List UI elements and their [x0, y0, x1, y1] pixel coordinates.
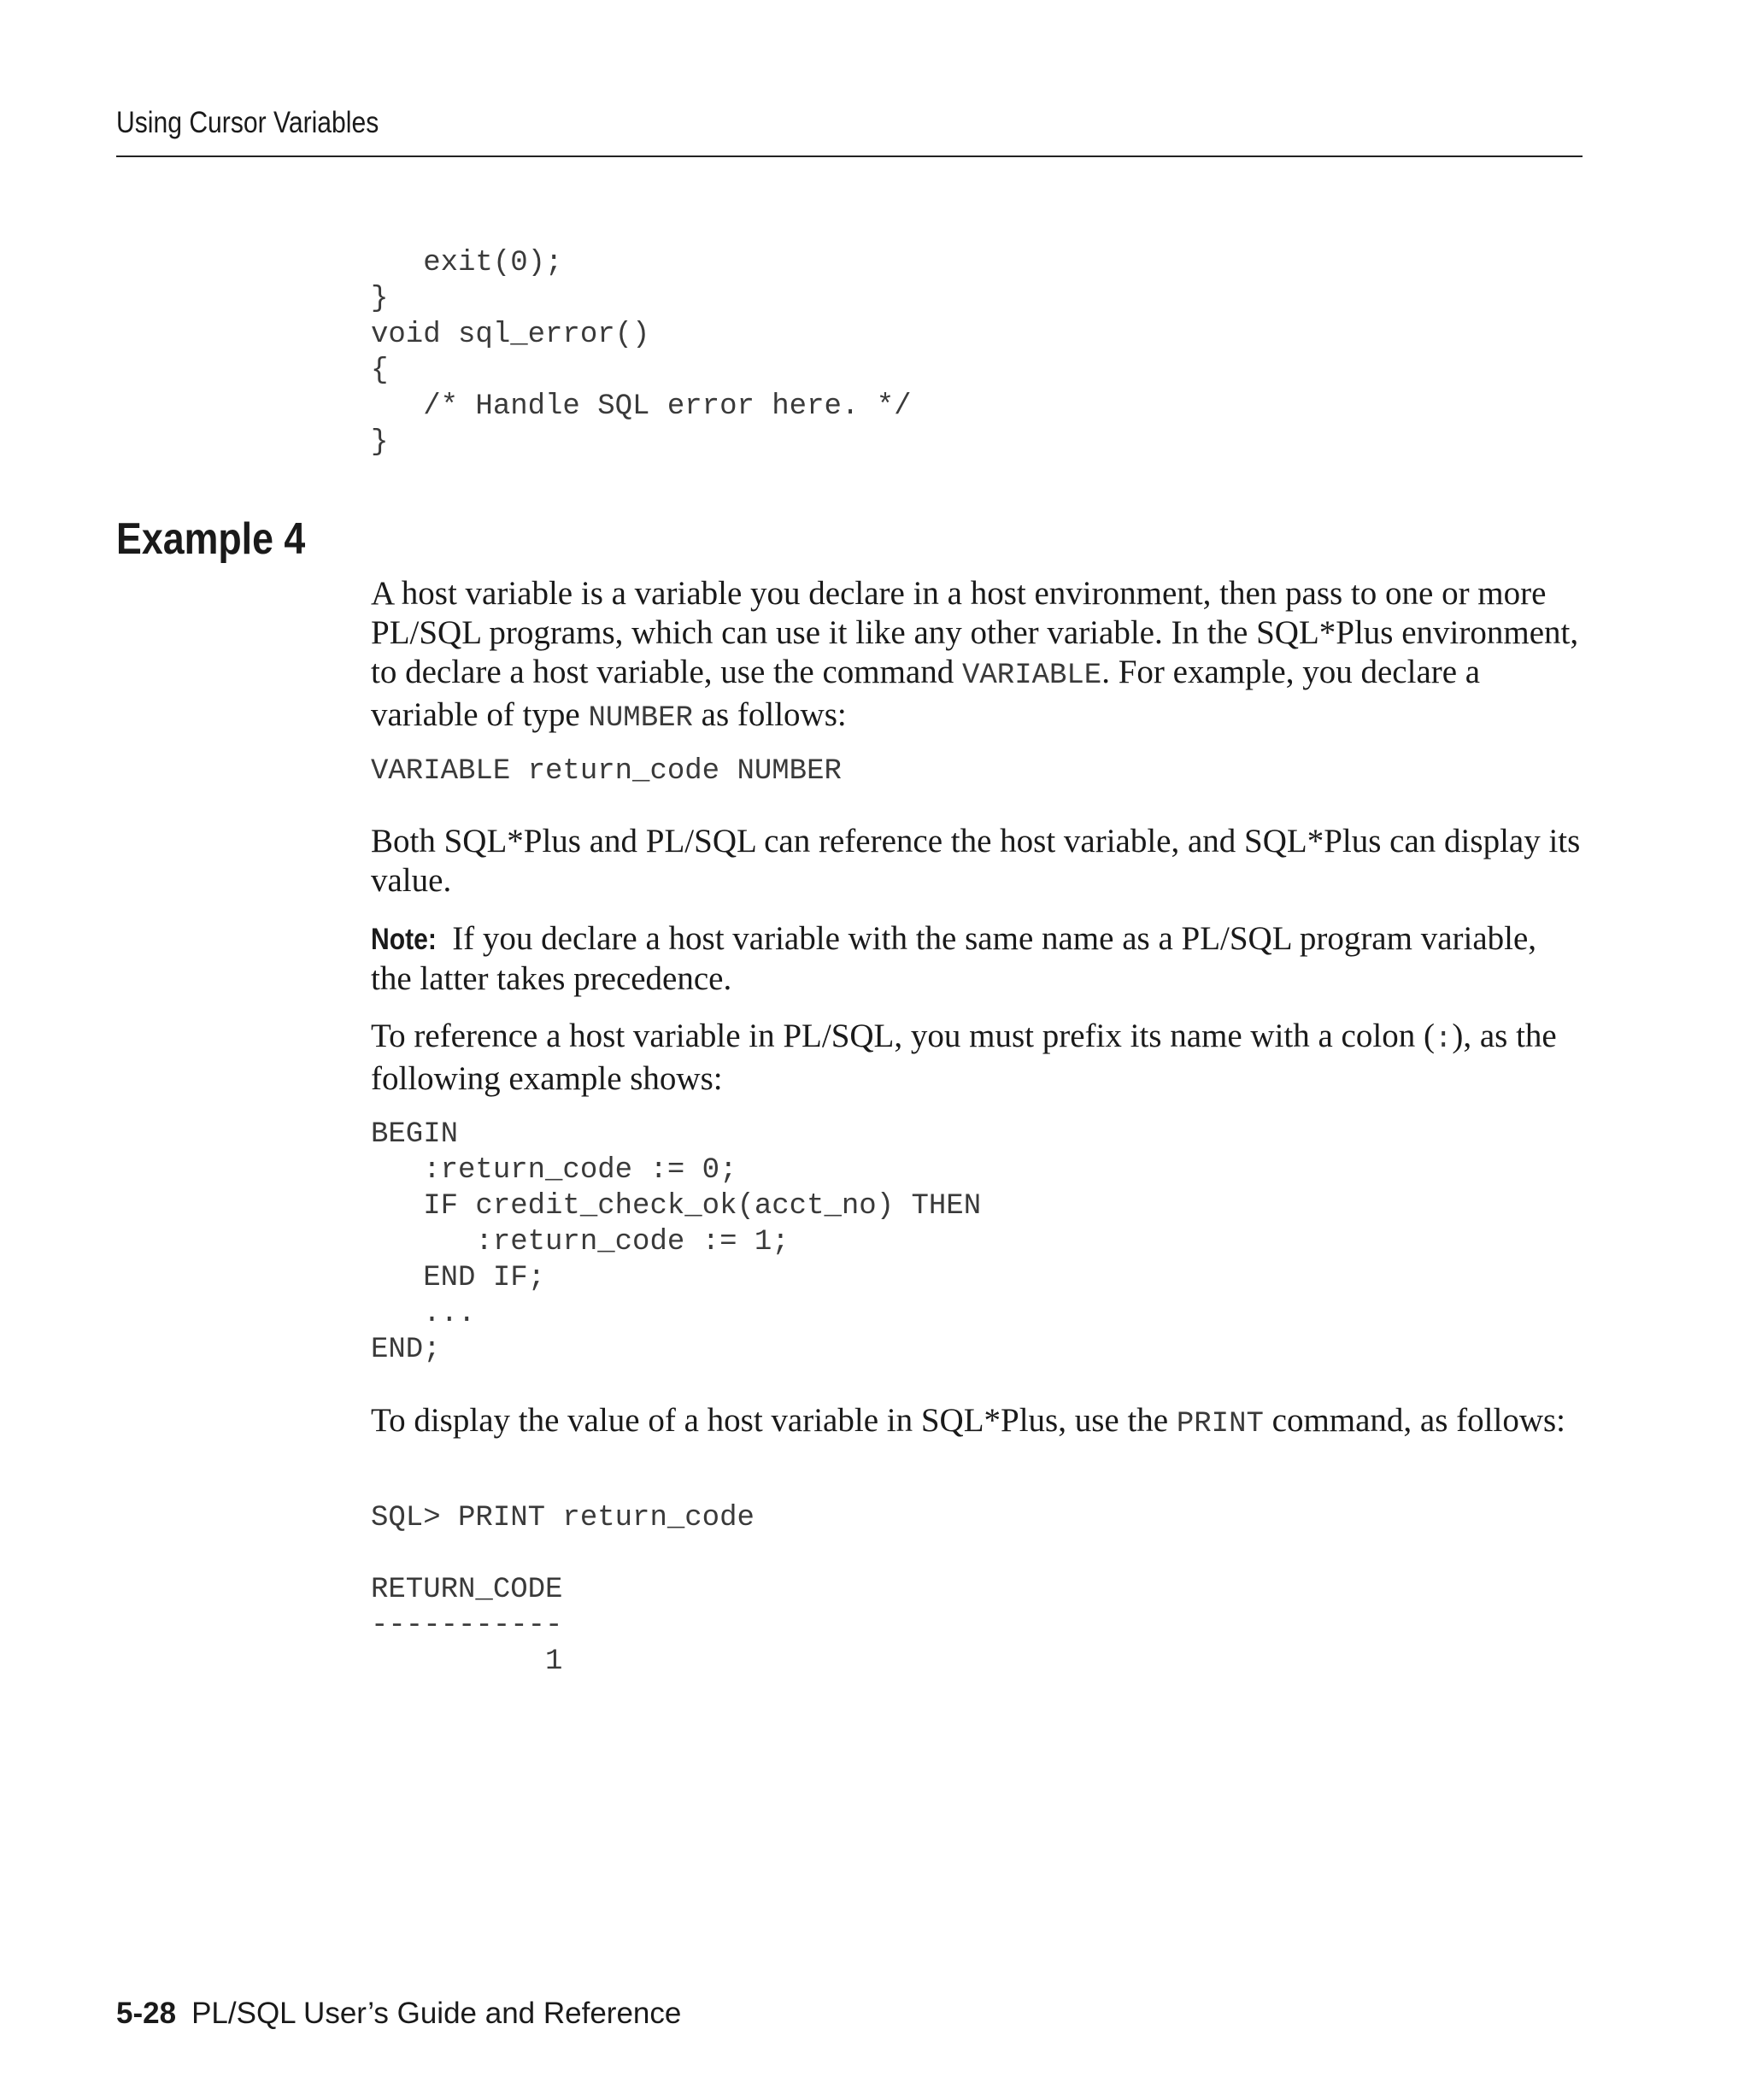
running-header: Using Cursor Variables [116, 106, 379, 139]
paragraph-print [371, 1401, 1584, 1444]
paragraph-text: command, as follows: [1263, 1402, 1566, 1439]
code-block-top: exit(0); } void sql_error() { /* Handle SQL error here. */ } [371, 247, 912, 459]
page-number: 5-28 [116, 1997, 177, 2030]
inline-code-colon: : [1434, 1024, 1453, 1056]
paragraph-text: To reference a host variable in PL/SQL, you must prefix its name with a colon ( [371, 1018, 1435, 1054]
footer [116, 1997, 681, 2031]
inline-code-variable: VARIABLE [961, 660, 1102, 692]
section-heading: Example 4 [116, 514, 306, 564]
note [371, 919, 1584, 999]
paragraph-host-variable [371, 574, 1584, 738]
paragraph-reference: Both SQL*Plus and PL/SQL can reference the host variable, and SQL*Plus can display its value. [371, 823, 1581, 899]
note-text: If you declare a host variable with the same name as a PL/SQL program variable, the latter takes precedence. [371, 920, 1537, 997]
paragraph-text: A host variable is a variable you declare in a host environment, then pass to one or more PL/SQL programs, which can use it like any other variable. In the SQL*Plus environment, to declare a host variable, use the command [371, 575, 1579, 690]
code-begin-block: BEGIN :return_code := 0; IF credit_check_ok(acct_no) THEN :return_code := 1; END IF; ... END; [371, 1118, 982, 1366]
code-variable-declaration: VARIABLE return_code NUMBER [371, 755, 842, 788]
header-rule [116, 155, 1583, 157]
inline-code-print: PRINT [1176, 1408, 1264, 1440]
paragraph-text: ), as the following example shows: [371, 1018, 1557, 1097]
paragraph-prefix-colon [371, 1017, 1584, 1099]
paragraph-text: . For example, you declare a variable of type [371, 654, 1481, 733]
paragraph-text: as follows: [692, 696, 847, 733]
book-title: PL/SQL User’s Guide and Reference [191, 1997, 682, 2030]
inline-code-number: NUMBER [588, 702, 693, 735]
code-print-block: SQL> PRINT return_code RETURN_CODE ----------- 1 [371, 1502, 755, 1678]
paragraph-text: To display the value of a host variable in SQL*Plus, use the [371, 1402, 1177, 1439]
note-label: Note: [371, 923, 437, 956]
